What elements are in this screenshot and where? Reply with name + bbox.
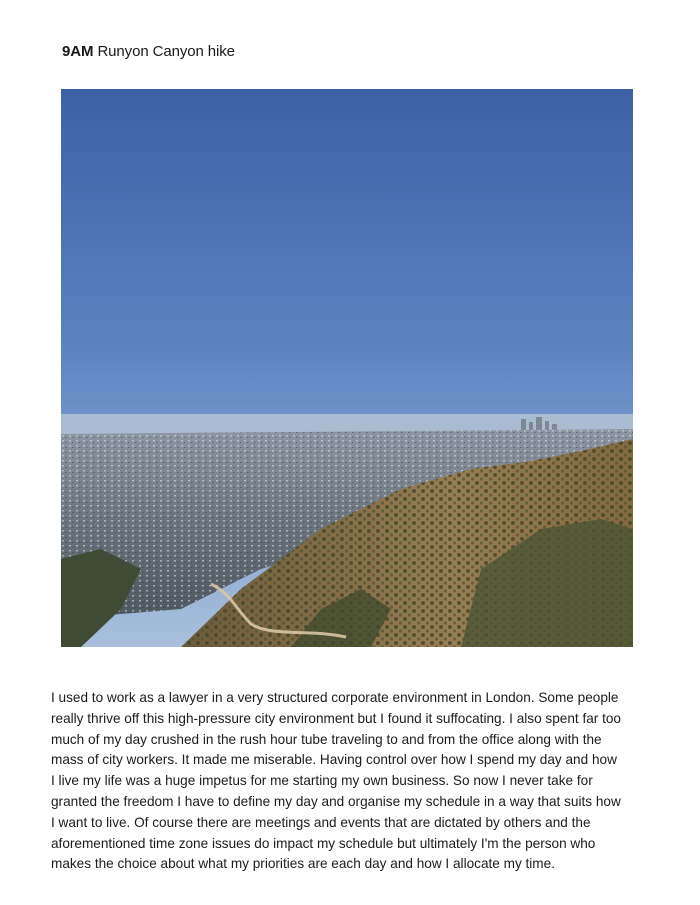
paragraph-line: aforementioned time zone issues do impact my schedule but ultimately I'm the person who	[51, 835, 596, 851]
section-heading	[62, 42, 235, 62]
paragraph-line: I used to work as a lawyer in a very structured corporate environment in London. Some people	[51, 690, 619, 705]
paragraph-line: I want to live. Of course there are meetings and events that are dictated by others and the	[51, 814, 591, 830]
paragraph-line: really thrive off this high-pressure city environment but I found it suffocating. I also spent far too	[51, 710, 621, 726]
paragraph-line: makes the choice about what my priorities are each day and how I allocate my time.	[51, 856, 555, 872]
landscape-photo	[61, 89, 633, 647]
paragraph-line: I live my life was a huge impetus for me starting my own business. So now I never take for	[51, 773, 593, 789]
heading-title: Runyon Canyon hike	[97, 43, 235, 60]
paragraph-line: mass of city workers. It made me miserable. Having control over how I spend my day and how	[51, 752, 617, 768]
article-paragraph	[51, 688, 651, 875]
heading-time: 9AM	[62, 43, 94, 60]
paragraph-line: granted the freedom I have to define my day and organise my schedule in a way that suits how	[51, 793, 621, 809]
paragraph-line: much of my day crushed in the rush hour tube traveling to and from the office along with the	[51, 731, 602, 747]
